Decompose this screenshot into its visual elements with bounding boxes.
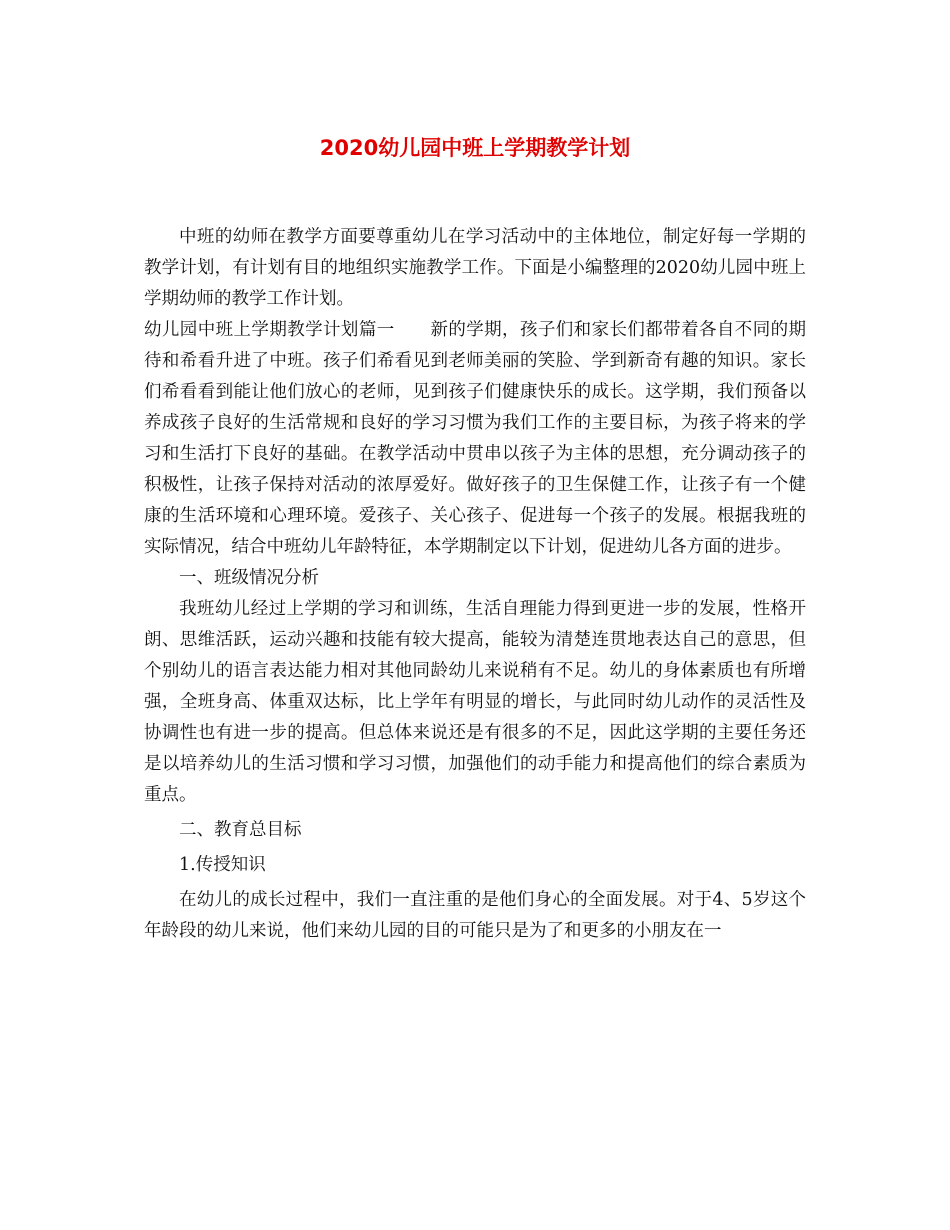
- heading-teach-knowledge: 1.传授知识: [179, 855, 266, 875]
- class-analysis-paragraph: 我班幼儿经过上学期的学习和训练，生活自理能力得到更进一步的发展，性格开朗、思维活跃，运动兴趣和技能有较大提高，能较为清楚连贯地表达自己的意思，但个别幼儿的语言表达能力相对其他同龄幼儿来说稍有不足。幼儿的身体素质也有所增强，全班身高、体重双达标，比上学年有明显的增长，与此同时幼儿动作的灵活性及协调性也有进一步的提高。但总体来说还是有很多的不足，因此这学期的主要任务还是以培养幼儿的生活习惯和学习习惯，加强他们的动手能力和提高他们的综合素质为重点。: [144, 599, 806, 805]
- intro-paragraph: 中班的幼师在教学方面要尊重幼儿在学习活动中的主体地位，制定好每一学期的教学计划，有计划有目的地组织实施教学工作。下面是小编整理的2020幼儿园中班上学期幼师的教学工作计划。: [144, 227, 806, 309]
- heading-class-analysis: 一、班级情况分析: [179, 568, 319, 588]
- document-body: [144, 222, 806, 947]
- section-one-paragraph: 幼儿园中班上学期教学计划篇一 新的学期，孩子们和家长们都带着各自不同的期待和希看升进了中班。孩子们希看见到老师美丽的笑脸、学到新奇有趣的知识。家长们希看看到能让他们放心的老师，见到孩子们健康快乐的成长。这学期，我们预备以养成孩子良好的生活常规和良好的学习习惯为我们工作的主要目标，为孩子将来的学习和生活打下良好的基础。在教学活动中贯串以孩子为主体的思想，充分调动孩子的积极性，让孩子保持对活动的浓厚爱好。做好孩子的卫生保健工作，让孩子有一个健康的生活环境和心理环境。爱孩子、关心孩子、促进每一个孩子的发展。根据我班的实际情况，结合中班幼儿年龄特征，本学期制定以下计划，促进幼儿各方面的进步。: [144, 320, 806, 557]
- heading-education-goals: 二、教育总目标: [179, 820, 302, 840]
- teach-knowledge-paragraph: 在幼儿的成长过程中，我们一直注重的是他们身心的全面发展。对于4、5岁这个年龄段的幼儿来说，他们来幼儿园的目的可能只是为了和更多的小朋友在一: [144, 890, 806, 941]
- document-title: 2020幼儿园中班上学期教学计划: [319, 136, 631, 160]
